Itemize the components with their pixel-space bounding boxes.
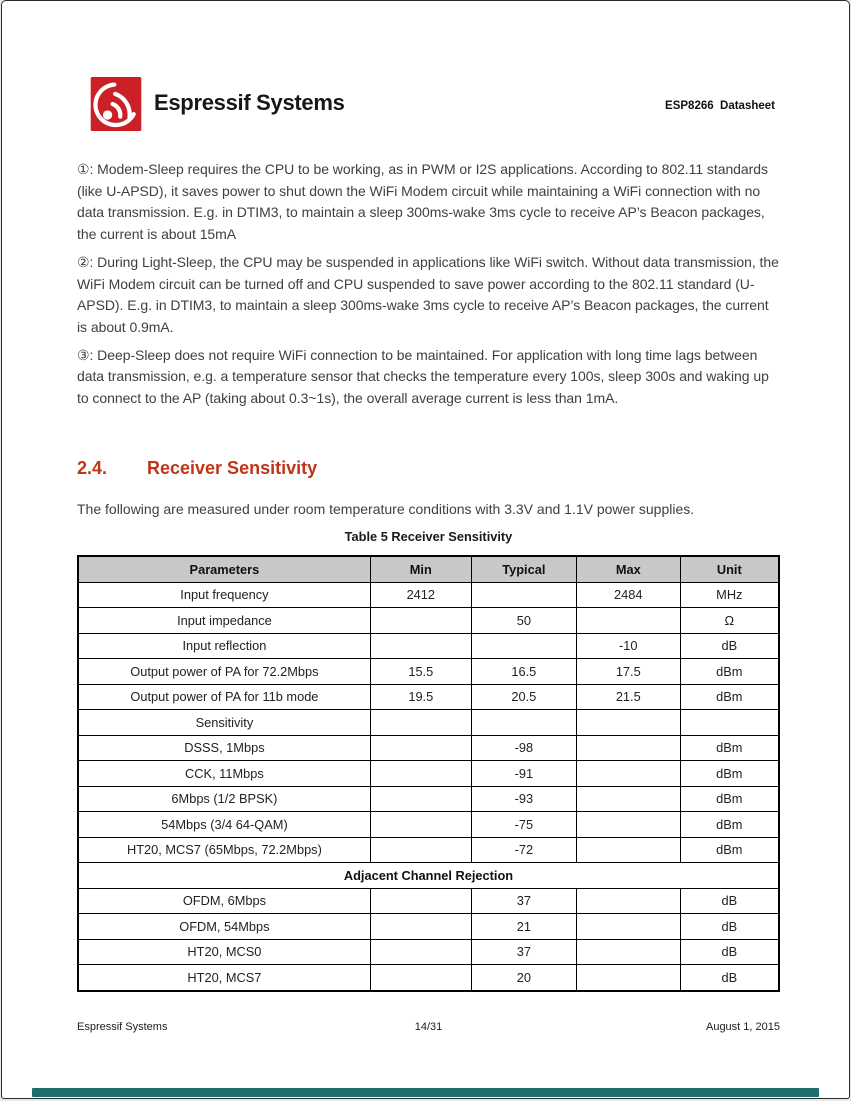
table-cell — [576, 710, 680, 736]
table-body — [78, 582, 779, 991]
table-cell — [370, 710, 471, 736]
table-cell — [370, 888, 471, 914]
table-cell — [471, 633, 576, 659]
table-row — [78, 608, 779, 634]
table-row — [78, 837, 779, 863]
footer-company: Espressif Systems — [77, 1021, 168, 1033]
table-cell: dB — [680, 888, 779, 914]
column-header: Unit — [680, 556, 779, 582]
table-cell: Ω — [680, 608, 779, 634]
page-header — [90, 77, 775, 133]
table-cell — [370, 812, 471, 838]
table-row — [78, 684, 779, 710]
table-cell — [576, 761, 680, 787]
document-title: ESP8266 Datasheet — [665, 100, 775, 112]
table-cell: Sensitivity — [78, 710, 370, 736]
table-cell: HT20, MCS7 (65Mbps, 72.2Mbps) — [78, 837, 370, 863]
table-cell: 19.5 — [370, 684, 471, 710]
table-cell: OFDM, 54Mbps — [78, 914, 370, 940]
table-cell: Output power of PA for 11b mode — [78, 684, 370, 710]
table-cell — [576, 608, 680, 634]
table-cell — [576, 888, 680, 914]
table-cell: OFDM, 6Mbps — [78, 888, 370, 914]
page-footer — [77, 1021, 780, 1033]
footer-date: August 1, 2015 — [705, 1021, 780, 1033]
table-cell: dBm — [680, 761, 779, 787]
table-cell: -91 — [471, 761, 576, 787]
section-title: Receiver Sensitivity — [147, 458, 318, 478]
table-header-row — [78, 556, 779, 582]
table-row — [78, 863, 779, 889]
table-cell: 6Mbps (1/2 BPSK) — [78, 786, 370, 812]
table-cell: -72 — [471, 837, 576, 863]
table-cell: 54Mbps (3/4 64-QAM) — [78, 812, 370, 838]
table-cell — [370, 965, 471, 991]
table-cell — [370, 633, 471, 659]
table-cell — [370, 608, 471, 634]
table-cell — [370, 914, 471, 940]
table-cell: dBm — [680, 812, 779, 838]
table-cell: Input reflection — [78, 633, 370, 659]
table-cell: Output power of PA for 72.2Mbps — [78, 659, 370, 685]
section-heading — [77, 458, 780, 479]
table-cell: 15.5 — [370, 659, 471, 685]
table-cell — [370, 837, 471, 863]
table-cell — [576, 786, 680, 812]
table-cell — [576, 812, 680, 838]
bottom-bar — [32, 1088, 819, 1097]
table-cell: 21 — [471, 914, 576, 940]
table-cell: MHz — [680, 582, 779, 608]
footnotes-block — [77, 159, 780, 416]
table-row — [78, 888, 779, 914]
table-cell: -98 — [471, 735, 576, 761]
table-row — [78, 939, 779, 965]
table-cell — [370, 761, 471, 787]
footnote-light-sleep: ②: During Light-Sleep, the CPU may be suspended in applications like WiFi switch. Without data transmission, the WiFi Modem circuit can be turned off and CPU suspended to save power according to the 802.11 standard (U-APSD). E.g. in DTIM3, to maintain a sleep 300ms-wake 3ms cycle to receive AP’s Beacon packages, the current is about 0.9mA. — [77, 253, 779, 335]
table-cell: dB — [680, 939, 779, 965]
table-cell — [680, 710, 779, 736]
column-header: Max — [576, 556, 680, 582]
table-cell: HT20, MCS0 — [78, 939, 370, 965]
table-row — [78, 761, 779, 787]
table-cell — [370, 786, 471, 812]
table-row — [78, 812, 779, 838]
table-row — [78, 914, 779, 940]
table-cell: -93 — [471, 786, 576, 812]
table-cell: HT20, MCS7 — [78, 965, 370, 991]
receiver-sensitivity-table — [77, 555, 780, 992]
table-cell — [576, 837, 680, 863]
table-cell: -75 — [471, 812, 576, 838]
table-cell: dB — [680, 914, 779, 940]
table-cell: dB — [680, 965, 779, 991]
table-cell — [370, 735, 471, 761]
table-row — [78, 582, 779, 608]
table-row — [78, 710, 779, 736]
table-cell: 2412 — [370, 582, 471, 608]
table-caption: Table 5 Receiver Sensitivity — [344, 529, 513, 544]
table-cell: dBm — [680, 659, 779, 685]
table-row — [78, 786, 779, 812]
table-cell — [471, 710, 576, 736]
table-cell: 16.5 — [471, 659, 576, 685]
table-cell: 2484 — [576, 582, 680, 608]
table-cell: Input frequency — [78, 582, 370, 608]
column-header: Typical — [471, 556, 576, 582]
table-cell: dBm — [680, 684, 779, 710]
section-number: 2.4. — [77, 458, 108, 478]
table-section-row-label: Adjacent Channel Rejection — [78, 863, 779, 889]
table-cell: 21.5 — [576, 684, 680, 710]
table-row — [78, 659, 779, 685]
footer-page-number: 14/31 — [414, 1021, 443, 1033]
table-cell — [471, 582, 576, 608]
table-cell: DSSS, 1Mbps — [78, 735, 370, 761]
footnote-deep-sleep: ③: Deep-Sleep does not require WiFi connection to be maintained. For application with long time lags between data transmission, e.g. a temperature sensor that checks the temperature every 100s, sleep 300s and waking up to connect to the AP (taking about 0.3~1s), the overall average current is less than 1mA. — [77, 346, 769, 407]
table-cell: dB — [680, 633, 779, 659]
table-cell: dBm — [680, 735, 779, 761]
table-cell — [576, 939, 680, 965]
footnote-modem-sleep: ①: Modem-Sleep requires the CPU to be working, as in PWM or I2S applications. According to 802.11 standards (like U-APSD), it saves power to shut down the WiFi Modem circuit while maintaining a WiFi connection with no data transmission. E.g. in DTIM3, to maintain a sleep 300ms-wake 3ms cycle to receive AP’s Beacon packages, the current is about 15mA — [77, 161, 768, 243]
table-cell: Input impedance — [78, 608, 370, 634]
table-cell: dBm — [680, 837, 779, 863]
table-cell: dBm — [680, 786, 779, 812]
company-name: Espressif Systems — [154, 90, 345, 115]
table-row — [78, 633, 779, 659]
table-cell — [576, 735, 680, 761]
table-row — [78, 965, 779, 991]
datasheet-page — [1, 0, 850, 1099]
table-cell — [576, 914, 680, 940]
table-cell: 20 — [471, 965, 576, 991]
column-header: Min — [370, 556, 471, 582]
table-cell: 50 — [471, 608, 576, 634]
table-cell: -10 — [576, 633, 680, 659]
table-cell — [576, 965, 680, 991]
table-cell: 37 — [471, 939, 576, 965]
table-cell: 37 — [471, 888, 576, 914]
intro-paragraph: The following are measured under room temperature conditions with 3.3V and 1.1V power supplies. — [77, 501, 695, 517]
table-cell: 20.5 — [471, 684, 576, 710]
table-row — [78, 735, 779, 761]
table-cell: 17.5 — [576, 659, 680, 685]
column-header: Parameters — [78, 556, 370, 582]
espressif-logo-icon — [90, 77, 142, 131]
table-cell: CCK, 11Mbps — [78, 761, 370, 787]
table-cell — [370, 939, 471, 965]
